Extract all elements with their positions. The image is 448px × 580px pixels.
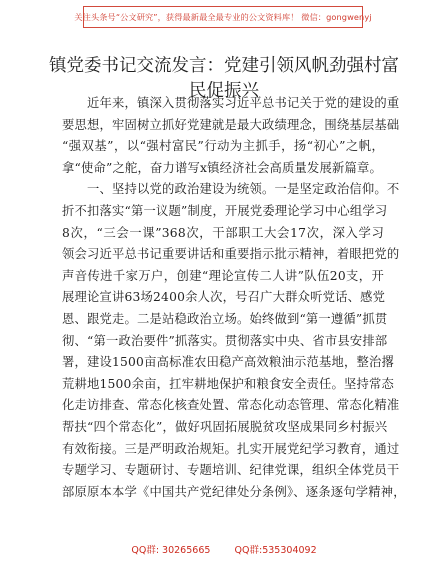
body-line: 化走访排查、常态化核查处置、常态化动态管理、常态化精准: [62, 398, 400, 413]
body-line: 署，建设1500亩高标准农田稳产高效粮油示范基地，整治撂: [62, 355, 395, 370]
title-line: 民促振兴: [189, 81, 259, 101]
body-line: 声音传进千家万户，创建“理论宣传二人讲”队伍20支，开: [62, 268, 384, 283]
body-line: 8次，“三会一课”368次，干部职工大会17次，深入学习: [62, 225, 384, 240]
body-line: “强双基”，以“强村富民”行动为主抓手，扬“初心”之帆，: [62, 139, 384, 154]
body-line: 拿“使命”之舵，奋力谱写x镇经济社会高质量发展新篇章。: [62, 160, 383, 175]
body-line: 近年来，镇深入贯彻落实习近平总书记关于党的建设的重: [87, 96, 400, 110]
body-line: 彻、“第一政治要件”抓落实。贯彻落实中央、省市县安排部: [62, 333, 388, 348]
body-line: 专题学习、专题研讨、专题培训、纪律党课，组织全体党员干: [62, 463, 400, 478]
body-line: 恩、跟党走。二是站稳政治立场。始终做到“第一遵循”抓贯: [62, 311, 388, 326]
promo-banner-text: 关注头条号“公文研究”，获得最新最全最专业的公文资料库！ 微信：gongwenyj: [74, 11, 372, 22]
body-line: 一、坚持以党的政治建设为统领。一是坚定政治信仰。不: [87, 182, 400, 197]
body-line: 有效衔接。三是严明政治规矩。扎实开展党纪学习教育，通过: [62, 441, 400, 456]
body-line: 要思想，牢固树立抓好党建就是最大政绩理念，围绕基层基础: [62, 117, 400, 132]
body-line: 帮扶“四个常态化”，做好巩固拓展脱贫攻坚成果同乡村振兴: [62, 419, 388, 434]
body-line: 折不扣落实“第一议题”制度，开展党委理论学习中心组学习: [62, 203, 388, 218]
document-body: [62, 93, 406, 503]
promo-banner: [74, 6, 372, 28]
body-line: 荒耕地1500余亩，扛牢耕地保护和粮食安全责任。坚持常态: [62, 376, 395, 391]
body-line: 部原原本本学《中国共产党纪律处分条例》、逐条逐句学精神，: [62, 484, 406, 499]
title-line: 镇党委书记交流发言：党建引领风帆劲强村富: [49, 56, 399, 76]
body-line: 展理论宣讲63场2400余人次，号召广大群众听党话、感党: [62, 290, 386, 305]
body-line: 领会习近平总书记重要讲话和重要指示批示精神，着眼把党的: [62, 247, 400, 262]
qq-group-footer: QQ群: 30265665 QQ群:535304092: [131, 545, 317, 556]
